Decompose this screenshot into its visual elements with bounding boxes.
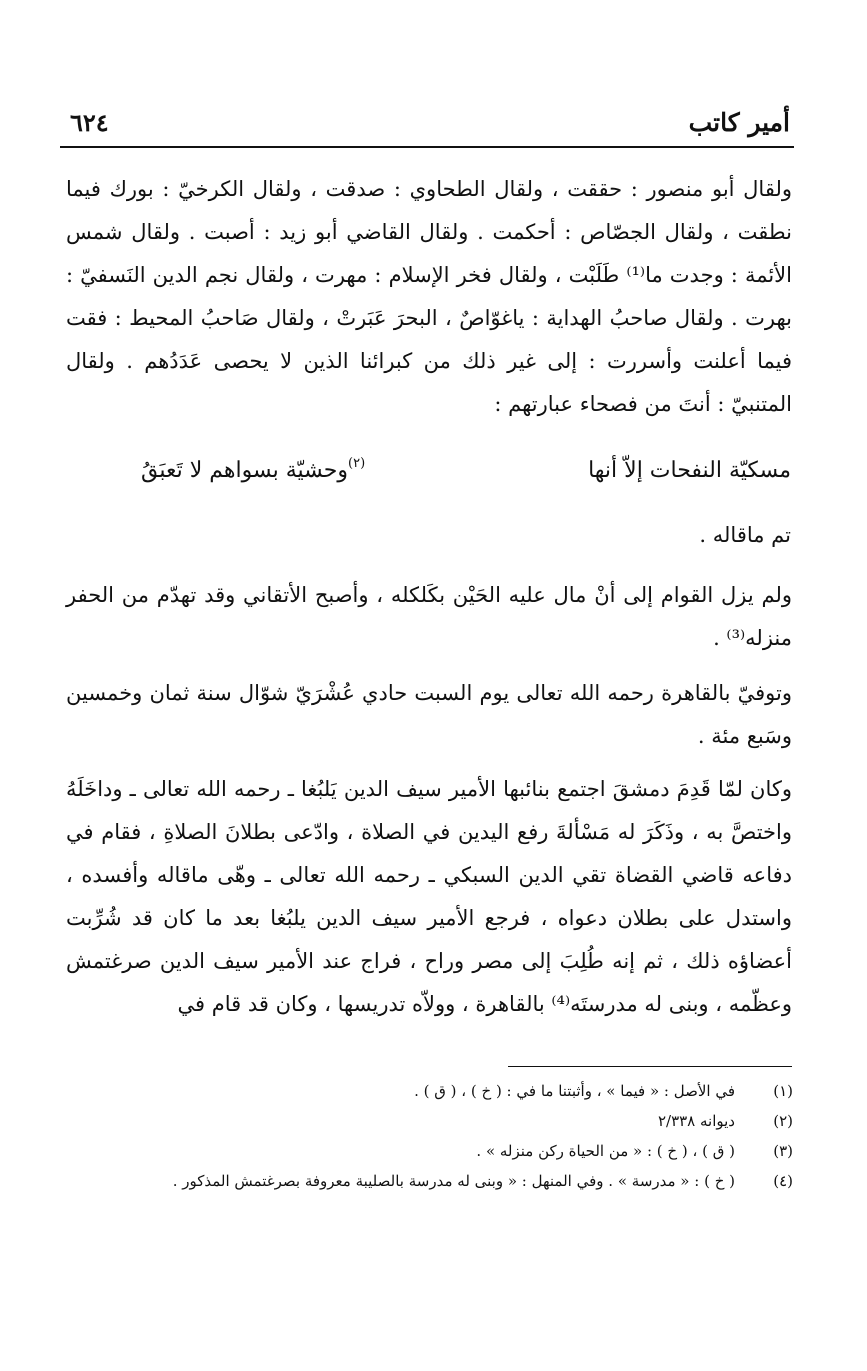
verse-second-hemistich-text: وحشيّة بسواهم لا تَعبَقُ: [141, 458, 349, 483]
footnote-text: ديوانه ٢/٣٣٨: [657, 1112, 735, 1130]
paragraph-1: ولقال أبو منصور : حققت ، ولقال الطحاوي : صدقت ، ولقال الكرخيّ : بورك فيما نطقت ، ولقال الجصّاص : أحكمت . ولقال القاضي أبو زيد : أصبت . ولقال شمس الأئمة : وجدت ما⁽¹⁾ طَلَبْت ، ولقال فخر الإسلام : مهرت ، ولقال نجم الدين النَسفيّ : بهرت . ولقال صاحبُ الهداية : ياغوّاصٌ ، البحرَ عَبَرتْ ، ولقال صَاحبُ المحيط : فقت فيما أعلنت وأسررت : إلى غير ذلك من كبرائنا الذين لا يحصى عَدَدُهم . ولقال المتنبيّ : أنتَ من فصحاء عبارتهم :: [66, 177, 792, 416]
footnotes: [73, 1076, 793, 1196]
paragraph-2: ولم يزل القوام إلى أنْ مال عليه الحَيْن بكَلكله ، وأصبح الأتقاني وقد تهدّم من الحفر منزله⁽³⁾ .: [66, 583, 792, 650]
end-of-quote: تم ماقاله .: [699, 523, 791, 547]
page-number: ٦٢٤: [70, 108, 109, 137]
footnote-number: (١): [773, 1082, 793, 1100]
running-title: أمير كاتب: [688, 108, 790, 137]
footnote: [73, 1076, 793, 1106]
footnote-text: ( ق ) ، ( خ ) : « من الحياة ركن منزله » .: [476, 1142, 735, 1160]
footnote: [73, 1136, 793, 1166]
footnote-number: (٢): [773, 1112, 793, 1130]
verse-note-marker: (٢): [348, 456, 366, 471]
verse-first-hemistich: مسكيّة النفحات إلاّ أنها: [588, 458, 791, 483]
footnote: [73, 1166, 793, 1196]
footnote: [73, 1106, 793, 1136]
paragraph-3: وتوفيّ بالقاهرة رحمه الله تعالى يوم السبت حادي عُشْرَيّ شوّال سنة ثمان وخمسين وسَبع مئة .: [66, 681, 792, 748]
verse-line: [141, 450, 791, 494]
footnote-text: في الأصل : « فيما » ، وأثبتنا ما في : ( خ ) ، ( ق ) .: [414, 1082, 735, 1100]
header-rule: [60, 146, 794, 148]
footnote-number: (٤): [773, 1172, 793, 1190]
page-header: [66, 104, 790, 148]
footnote-number: (٣): [773, 1142, 793, 1160]
verse-second-hemistich: [141, 458, 365, 483]
paragraph-4: وكان لمّا قَدِمَ دمشقَ اجتمع بنائبها الأمير سيف الدين يَلبُغا ـ رحمه الله تعالى ـ وداخَلَهُ واختصَّ به ، وذَكَرَ له مَسْألةَ رفع اليدين في الصلاة ، وادّعى بطلانَ الصلاةِ ، فقام في دفاعه قاضي القضاة تقي الدين السبكي ـ رحمه الله تعالى ـ وهّى ماقاله وأفسده ، واستدل على بطلان دعواه ، فرجع الأمير سيف الدين يلبُغا بعد ما كان قد شُرِّبت أعضاؤه ذلك ، ثم إنه طُلِبَ إلى مصر وراح ، فراج عند الأمير سيف الدين صرغتمش وعظّمه ، وبنى له مدرستَه⁽⁴⁾ بالقاهرة ، وولاّه تدريسها ، وكان قد قام في: [66, 777, 792, 1016]
footnote-text: ( خ ) : « مدرسة » . وفي المنهل : « وبنى له مدرسة بالصليبة معروفة بصرغتمش المذكور .: [172, 1172, 735, 1190]
footnote-rule: [508, 1066, 792, 1067]
